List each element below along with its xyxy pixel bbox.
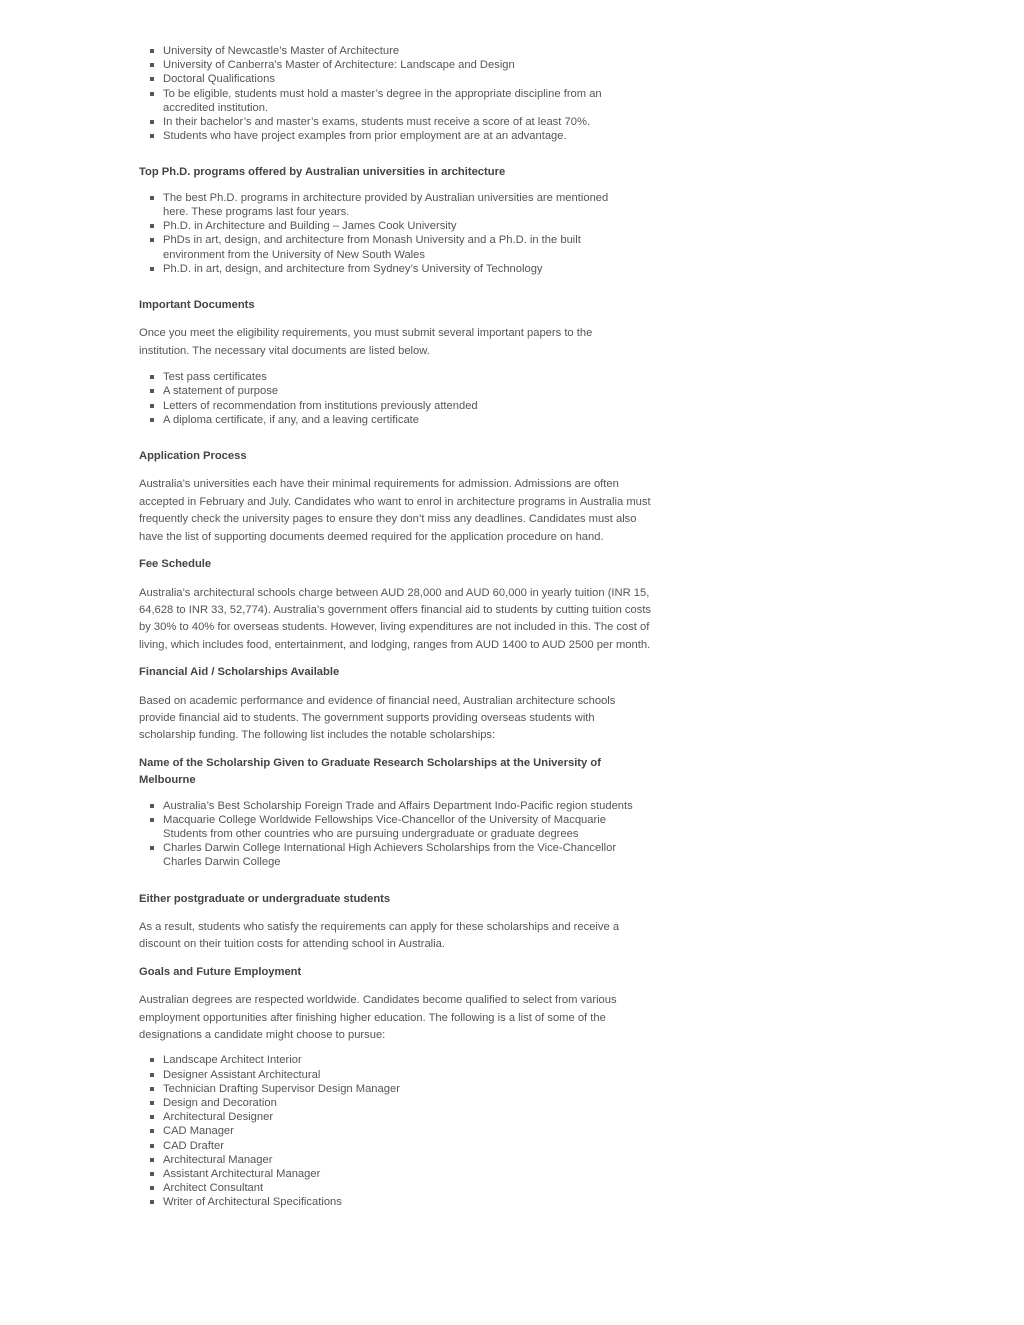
list-item: The best Ph.D. programs in architecture provided by Australian universities are mentioned here. These programs last four years. xyxy=(163,191,633,219)
scholarships-list xyxy=(139,799,661,870)
list-item: Assistant Architectural Manager xyxy=(163,1167,661,1181)
careers-list xyxy=(139,1053,661,1209)
list-item: Charles Darwin College International High Achievers Scholarships from the Vice-Chancellor Charles Darwin College xyxy=(163,841,637,869)
list-item: Doctoral Qualifications xyxy=(163,72,661,86)
list-item: CAD Drafter xyxy=(163,1139,661,1153)
section-heading-documents: Important Documents xyxy=(139,299,255,312)
section-heading-phd: Top Ph.D. programs offered by Australian universities in architecture xyxy=(139,166,506,179)
documents-list xyxy=(139,370,661,427)
list-item: PhDs in art, design, and architecture from Monash University and a Ph.D. in the built environment from the University of New South Wales xyxy=(163,233,603,261)
section-heading-aid: Financial Aid / Scholarships Available xyxy=(139,666,340,679)
list-item: To be eligible, students must hold a master’s degree in the appropriate discipline from an accredited institution. xyxy=(163,87,625,115)
list-item: Test pass certificates xyxy=(163,370,661,384)
list-item: Architectural Designer xyxy=(163,1110,661,1124)
application-body: Australia’s universities each have their minimal requirements for admission. Admissions are often accepted in February and July. Candidates who want to enrol in architecture programs in Australia must frequently check the university pages to ensure they don’t miss any deadlines. Candidates must also have the list of supporting documents deemed required for the application procedure on hand. xyxy=(139,478,651,543)
list-item: Letters of recommendation from institutions previously attended xyxy=(163,399,661,413)
section-heading-goals: Goals and Future Employment xyxy=(139,965,302,978)
phd-list xyxy=(139,191,661,276)
list-item: Ph.D. in Architecture and Building – James Cook University xyxy=(163,219,661,233)
goals-body: Australian degrees are respected worldwide. Candidates become qualified to select from various employment opportunities after finishing higher education. The following is a list of some of the designations a candidate might choose to pursue: xyxy=(139,994,617,1042)
list-item: Architect Consultant xyxy=(163,1181,661,1195)
list-item: Australia’s Best Scholarship Foreign Trade and Affairs Department Indo-Pacific region students xyxy=(163,799,661,813)
section-heading-fees: Fee Schedule xyxy=(139,558,212,571)
programs-list xyxy=(139,44,661,143)
section-heading-scholarships: Name of the Scholarship Given to Graduate Research Scholarships at the University of Melbourne xyxy=(139,756,601,787)
list-item: Ph.D. in art, design, and architecture from Sydney’s University of Technology xyxy=(163,262,661,276)
list-item: A diploma certificate, if any, and a leaving certificate xyxy=(163,413,661,427)
list-item: In their bachelor’s and master’s exams, students must receive a score of at least 70%. xyxy=(163,115,661,129)
fees-body: Australia’s architectural schools charge between AUD 28,000 and AUD 60,000 in yearly tuition (INR 15, 64,628 to INR 33, 52,774). Australia’s government offers financial aid to students by cutting tuition costs by 30% to 40% for overseas students. However, living expenditures are not included in this. The cost of living, which includes food, entertainment, and lodging, ranges from AUD 1400 to AUD 2500 per month. xyxy=(139,586,652,651)
list-item: Writer of Architectural Specifications xyxy=(163,1195,661,1209)
list-item: Students who have project examples from prior employment are at an advantage. xyxy=(163,129,661,143)
list-item: University of Newcastle’s Master of Architecture xyxy=(163,44,661,58)
list-item: Landscape Architect Interior xyxy=(163,1053,661,1067)
section-heading-application: Application Process xyxy=(139,450,247,463)
aid-body: Based on academic performance and evidence of financial need, Australian architecture schools provide financial aid to students. The government supports providing overseas students with scholarship funding. The following list includes the notable scholarships: xyxy=(139,694,616,742)
article-body xyxy=(139,44,661,1210)
list-item: Architectural Manager xyxy=(163,1153,661,1167)
either-body: As a result, students who satisfy the requirements can apply for these scholarships and receive a discount on their tuition costs for attending school in Australia. xyxy=(139,921,620,951)
list-item: Technician Drafting Supervisor Design Manager xyxy=(163,1082,661,1096)
documents-intro: Once you meet the eligibility requirements, you must submit several important papers to the institution. The necessary vital documents are listed below. xyxy=(139,327,593,357)
list-item: A statement of purpose xyxy=(163,384,661,398)
list-item: Macquarie College Worldwide Fellowships Vice-Chancellor of the University of Macquarie Students from other countries who are pursuing undergraduate or graduate degrees xyxy=(163,813,625,841)
section-heading-either: Either postgraduate or undergraduate students xyxy=(139,892,391,905)
list-item: Design and Decoration xyxy=(163,1096,661,1110)
list-item: University of Canberra’s Master of Architecture: Landscape and Design xyxy=(163,58,661,72)
list-item: CAD Manager xyxy=(163,1124,661,1138)
list-item: Designer Assistant Architectural xyxy=(163,1068,661,1082)
